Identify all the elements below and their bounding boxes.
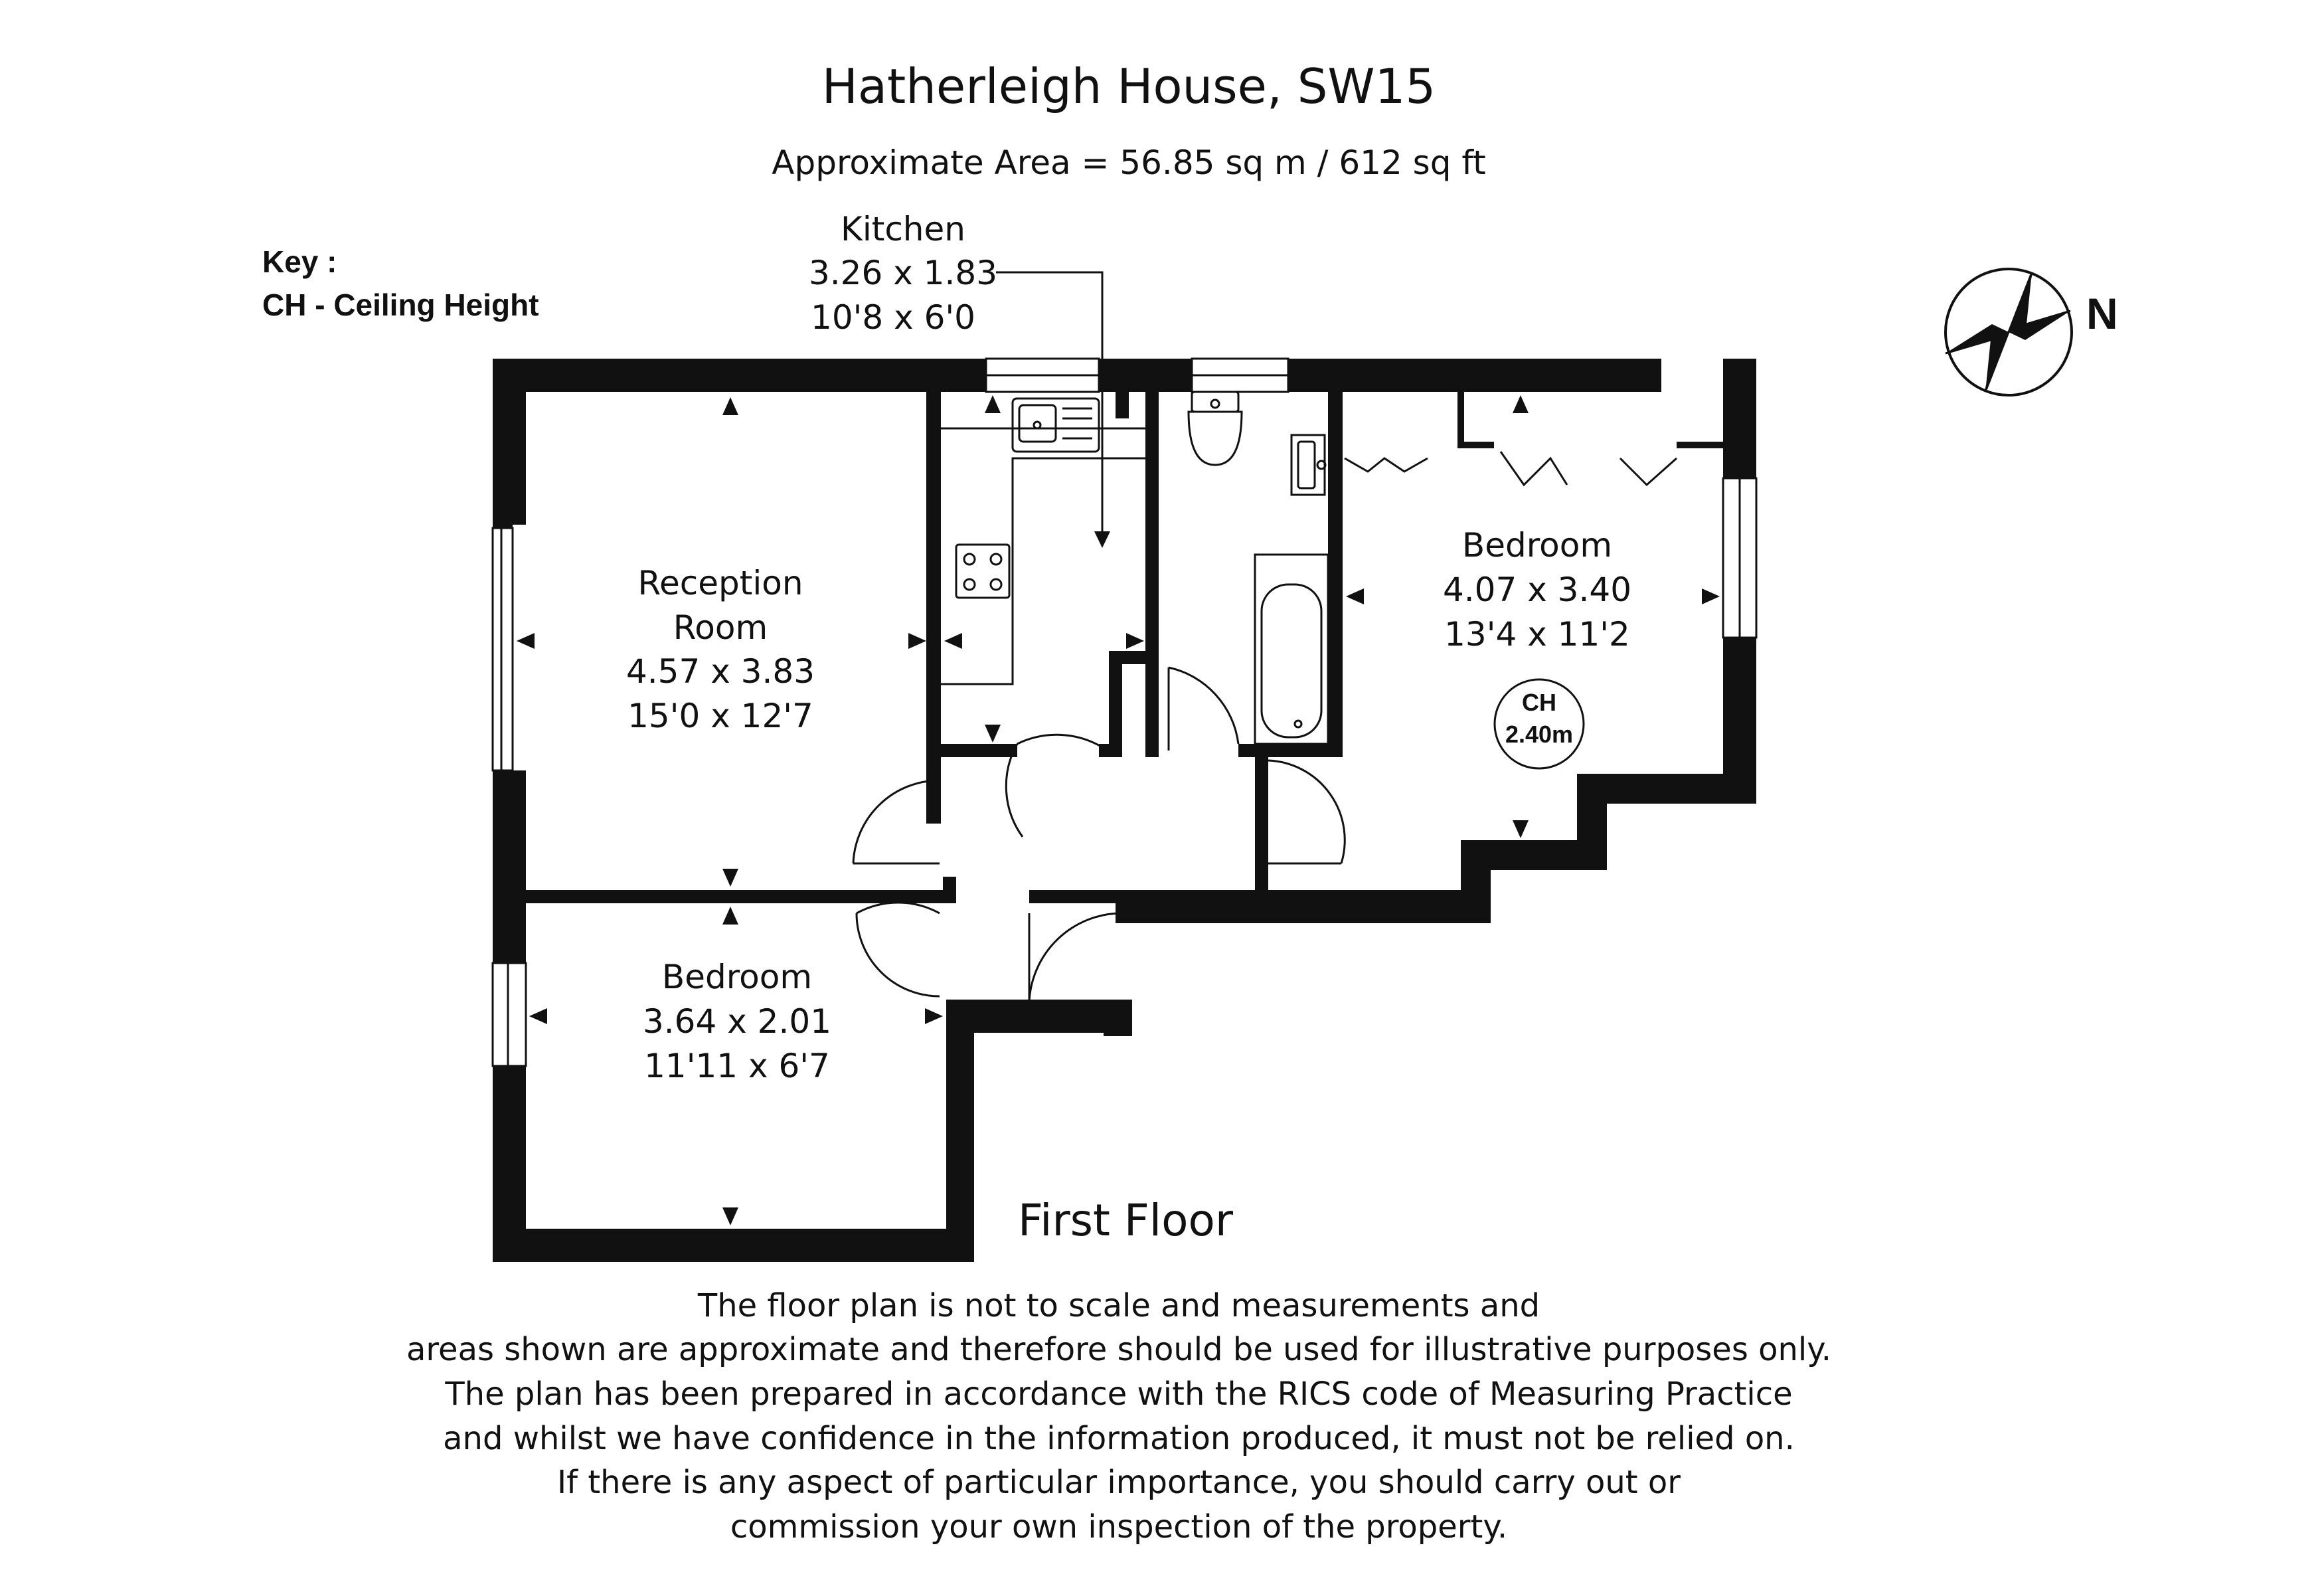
disclaimer bbox=[406, 1287, 1831, 1546]
bedroom-small-name: Bedroom bbox=[661, 958, 813, 996]
kitchen-metric: 3.26 x 1.83 bbox=[808, 254, 998, 292]
kitchen-fixtures bbox=[941, 398, 1145, 684]
bedroom-small-imperial: 11'11 x 6'7 bbox=[644, 1047, 830, 1085]
key-entry: CH - Ceiling Height bbox=[262, 288, 539, 322]
floor-label: First Floor bbox=[1017, 1195, 1234, 1246]
ceiling-height-value: 2.40m bbox=[1505, 721, 1574, 748]
kitchen-name: Kitchen bbox=[841, 210, 965, 248]
ceiling-height-badge bbox=[1495, 679, 1584, 768]
disclaimer-line: commission your own inspection of the property. bbox=[730, 1508, 1508, 1546]
hob-icon bbox=[956, 545, 1009, 598]
bedroom-small-metric: 3.64 x 2.01 bbox=[642, 1002, 832, 1041]
bedroom-main-name: Bedroom bbox=[1461, 526, 1613, 565]
kitchen-leader-arrow bbox=[1094, 531, 1110, 548]
bedroom-main-imperial: 13'4 x 11'2 bbox=[1444, 615, 1630, 654]
compass-rose-icon bbox=[1946, 269, 2072, 395]
disclaimer-line: If there is any aspect of particular importance, you should carry out or bbox=[557, 1464, 1681, 1501]
compass-north-label: N bbox=[2086, 289, 2118, 338]
bedroom-main-metric: 4.07 x 3.40 bbox=[1442, 571, 1632, 609]
area-summary: Approximate Area = 56.85 sq m / 612 sq ft bbox=[772, 143, 1486, 182]
disclaimer-line: areas shown are approximate and therefore should be used for illustrative purposes only. bbox=[406, 1331, 1832, 1368]
disclaimer-line: The floor plan is not to scale and measurements and bbox=[697, 1287, 1540, 1324]
reception-name-line2: Room bbox=[673, 608, 768, 647]
ceiling-height-label: CH bbox=[1522, 689, 1556, 716]
disclaimer-line: and whilst we have confidence in the information produced, it must not be relied on. bbox=[443, 1420, 1795, 1457]
bathroom-fixtures bbox=[1189, 392, 1328, 744]
key-heading: Key : bbox=[262, 244, 337, 279]
exterior-walls bbox=[493, 359, 1756, 1262]
reception-metric: 4.57 x 3.83 bbox=[625, 652, 815, 691]
toilet-icon bbox=[1189, 412, 1242, 465]
page-title: Hatherleigh House, SW15 bbox=[821, 58, 1436, 114]
bath-icon bbox=[1255, 555, 1328, 744]
reception-imperial: 15'0 x 12'7 bbox=[627, 697, 813, 735]
basin-icon bbox=[1291, 435, 1325, 495]
reception-name-line1: Reception bbox=[637, 564, 803, 602]
dimension-arrows bbox=[517, 395, 1720, 1225]
kitchen-imperial: 10'8 x 6'0 bbox=[811, 298, 975, 337]
disclaimer-line: The plan has been prepared in accordance with the RICS code of Measuring Practice bbox=[445, 1375, 1793, 1413]
